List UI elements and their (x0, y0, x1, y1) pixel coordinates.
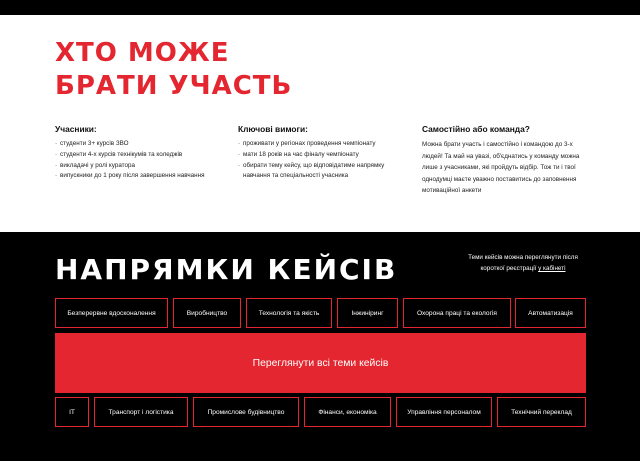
participants-list (55, 139, 235, 182)
requirements-column (238, 124, 413, 182)
team-text: Можна брати участь і самостійно і командою до 3-х людей! Та май на увазі, об'єднатись у команду можна лише з учасниками, які пройдуть відбір. Тож ти і твої однодумці маєте уважно поставитись до заповнення мотиваційної анкети (422, 141, 580, 195)
case-directions-section (0, 232, 640, 461)
top-bar (0, 0, 640, 15)
directions-note (458, 252, 588, 274)
direction-tag-continuous-improvement[interactable]: Безперервне вдосконалення (55, 298, 168, 328)
directions-note-text: Теми кейсів можна переглянути після короткої реєстрації (468, 254, 578, 272)
direction-tag-engineering[interactable]: Інжиніринг (337, 298, 398, 328)
direction-tag-it[interactable]: IT (55, 397, 89, 427)
who-can-participate-section (0, 15, 640, 232)
direction-tag-automation[interactable]: Автоматизація (515, 298, 586, 328)
who-title (55, 37, 355, 103)
list-item: · студенти 4-х курсів технікумів та коледжів (55, 150, 235, 161)
direction-tag-finance-economics[interactable]: Фінанси, економіка (304, 397, 391, 427)
list-item: · випускники до 1 року після завершення навчання (55, 171, 235, 182)
directions-title: НАПРЯМКИ КЕЙСІВ (55, 253, 398, 286)
participants-heading: Учасники: (55, 124, 97, 134)
requirements-heading: Ключові вимоги: (238, 124, 308, 134)
list-item: · мати 18 років на час фіналу чемпіонату (238, 150, 413, 161)
direction-tag-safety-ecology[interactable]: Охорона праці та екологія (403, 298, 511, 328)
direction-tag-technical-translation[interactable]: Технічний переклад (497, 397, 586, 427)
direction-tag-industrial-construction[interactable]: Промислове будівництво (193, 397, 299, 427)
direction-tag-transport-logistics[interactable]: Транспорт і логістика (94, 397, 188, 427)
who-title-line1: ХТО МОЖЕ (55, 38, 230, 68)
participants-column (55, 124, 235, 182)
team-heading: Самостійно або команда? (422, 124, 530, 134)
cabinet-link[interactable]: у кабінеті (538, 265, 566, 272)
who-title-line2: БРАТИ УЧАСТЬ (55, 71, 293, 101)
list-item: · обирати тему кейсу, що відповідатиме напрямку навчання та спеціальності учасника (238, 161, 413, 183)
list-item: · проживати у регіонах проведення чемпіонату (238, 139, 413, 150)
team-column (422, 124, 587, 197)
list-item: · студенти 3+ курсів ЗВО (55, 139, 235, 150)
direction-tag-technology-quality[interactable]: Технологія та якість (246, 298, 332, 328)
requirements-list (238, 139, 413, 182)
direction-tag-hr-management[interactable]: Управління персоналом (396, 397, 492, 427)
view-all-cases-button[interactable]: Переглянути всі теми кейсів (55, 333, 586, 393)
list-item: · викладачі у ролі куратора (55, 161, 235, 172)
direction-tag-production[interactable]: Виробництво (173, 298, 241, 328)
